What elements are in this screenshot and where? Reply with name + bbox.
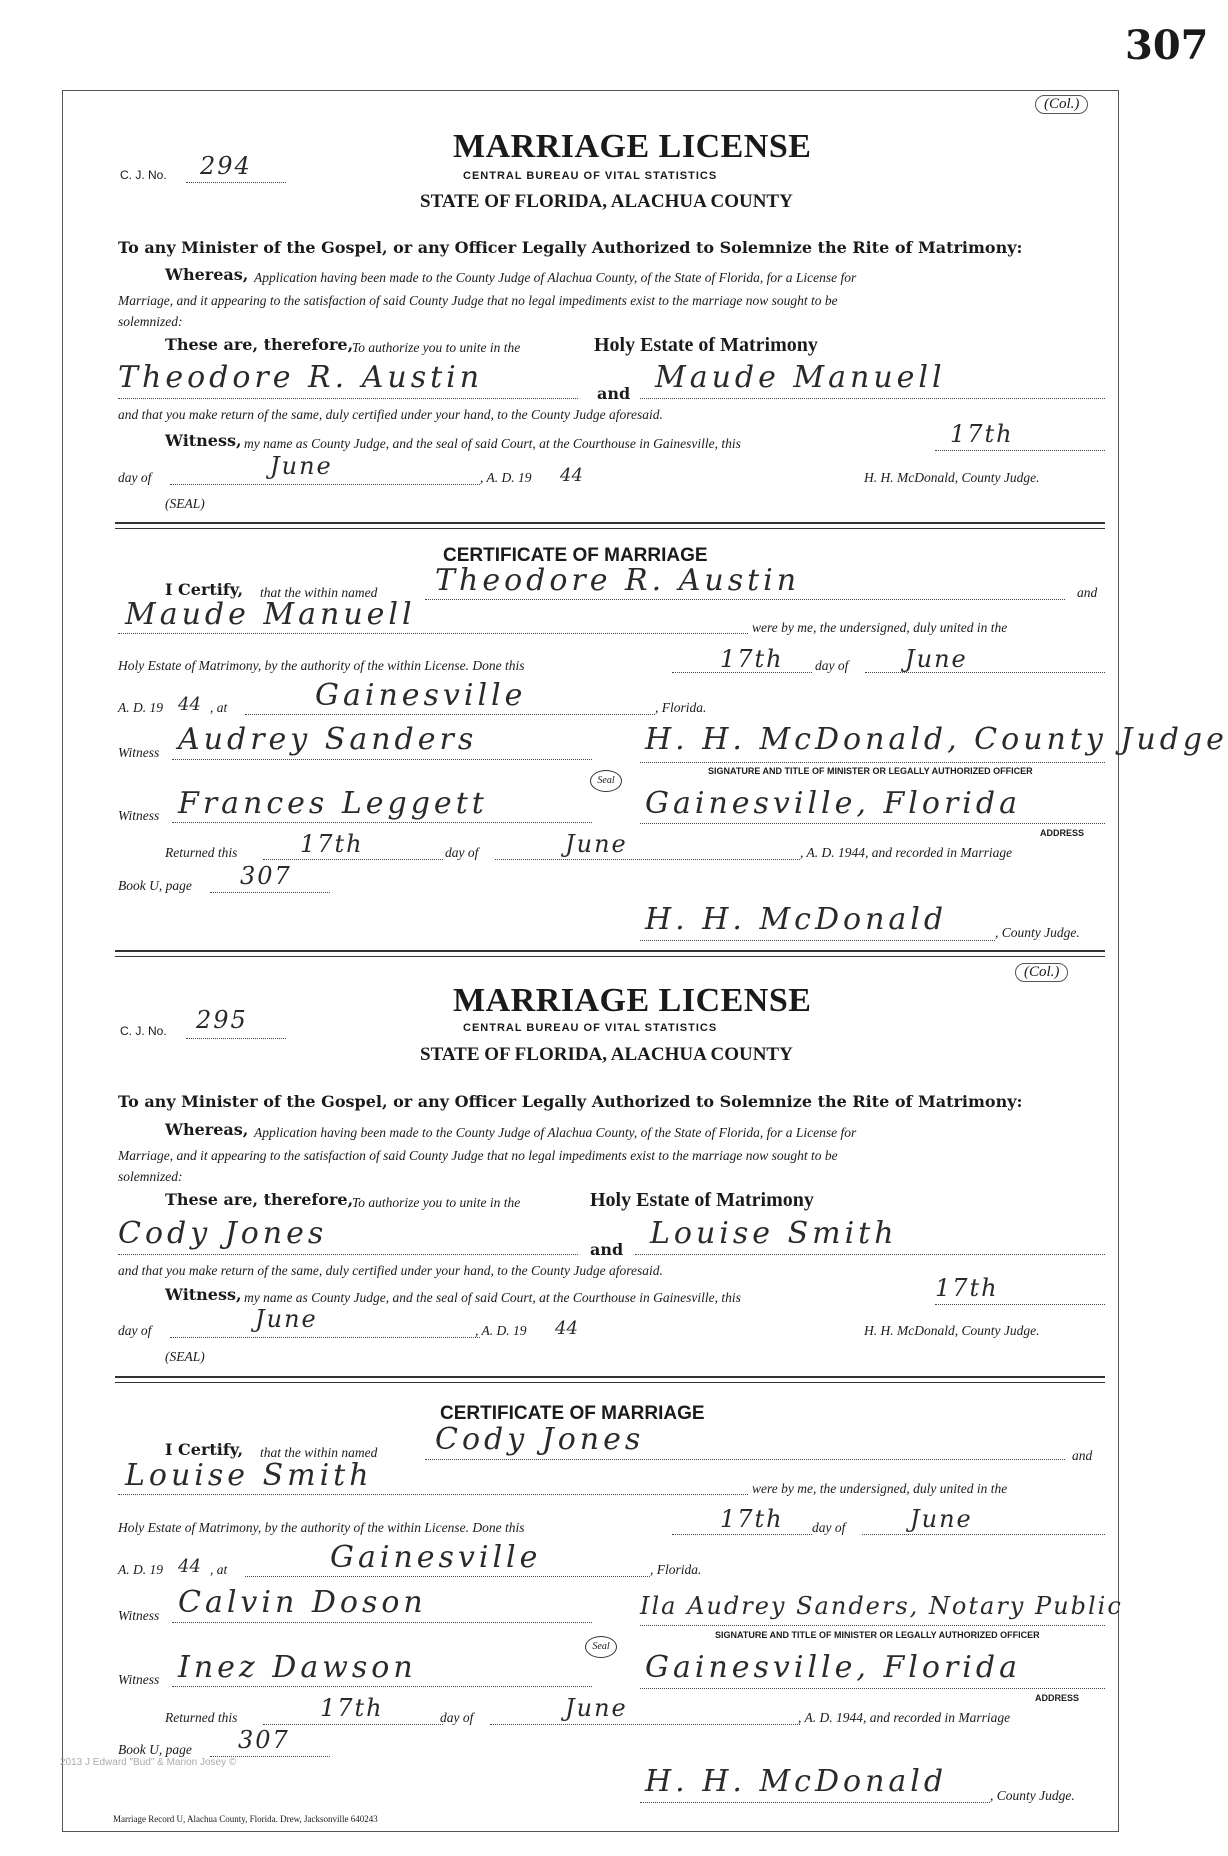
month-line [170, 484, 480, 485]
witness1: Calvin Doson [178, 1585, 427, 1620]
these-text: To authorize you to unite in the [352, 1195, 521, 1210]
judge-signature: H. H. McDonald [645, 1764, 948, 1799]
returned-label: Returned this [165, 1710, 238, 1725]
holy-estate: Holy Estate of Matrimony [590, 1189, 814, 1211]
whereas-label: Whereas, [165, 1120, 249, 1139]
witness-label: Witness [118, 1672, 160, 1687]
and-label: and [1077, 585, 1098, 600]
address-line: To any Minister of the Gospel, or any Officer Legally Authorized to Solemnize the Rite of Matrimony: [118, 1092, 1023, 1111]
returned-month: June [565, 1694, 628, 1722]
day-of-label: day of [812, 1520, 846, 1535]
whereas-text-1: Application having been made to the County Judge of Alachua County, of the State of Florida, for a License for [254, 270, 857, 285]
at-label: , at [210, 1562, 228, 1577]
whereas-text-3: solemnized: [118, 1169, 183, 1184]
groom-line [118, 1254, 578, 1255]
returned-day-of: day of [440, 1710, 474, 1725]
seal-label: (SEAL) [165, 1349, 205, 1364]
united-text: were by me, the undersigned, duly united in the [752, 620, 1008, 635]
judge-label: H. H. McDonald, County Judge. [864, 1323, 1040, 1338]
cert-groom: Cody Jones [435, 1422, 645, 1457]
returned-day-of: day of [445, 845, 479, 860]
recorded-text: , A. D. 1944, and recorded in Marriage [798, 1710, 1011, 1725]
book-page-line [210, 892, 330, 893]
book-label: Book U, page [118, 878, 192, 893]
cert-groom: Theodore R. Austin [435, 563, 801, 598]
holy-text: Holy Estate of Matrimony, by the authority of the within License. Done this [118, 658, 525, 673]
certificate-title: CERTIFICATE OF MARRIAGE [443, 545, 708, 566]
whereas-text-2: Marriage, and it appearing to the satisfaction of said County Judge that no legal impediments exist to the marriage now sought to be [118, 1148, 838, 1163]
witness2-line [172, 1686, 592, 1687]
witness1-line [172, 1622, 592, 1623]
groom-line [118, 398, 578, 399]
these-label: These are, therefore, [165, 1190, 354, 1209]
bride-line [118, 1494, 748, 1495]
returned-day-line [263, 859, 443, 860]
cj-number-line [186, 1038, 286, 1039]
returned-day-line [263, 1724, 443, 1725]
month-line [170, 1337, 480, 1338]
ad-label: A. D. 19 [118, 1562, 163, 1577]
place-line [245, 1576, 650, 1577]
day-line [935, 450, 1105, 451]
cert-year: 44 [178, 694, 201, 715]
address: Gainesville, Florida [645, 786, 1021, 821]
bride-line [118, 633, 748, 634]
license-year: 44 [560, 465, 583, 486]
address-line [640, 1688, 1105, 1689]
license-day: 17th [935, 1274, 999, 1302]
certify-text: that the within named [260, 1445, 378, 1460]
bride-line [640, 398, 1105, 399]
officer-line [640, 1625, 1105, 1626]
whereas-text-1: Application having been made to the County Judge of Alachua County, of the State of Florida, for a License for [254, 1125, 857, 1140]
county-judge-label: , County Judge. [990, 1788, 1075, 1803]
license-year: 44 [555, 1318, 578, 1339]
and-label: and [590, 1240, 624, 1259]
month-line [862, 1534, 1105, 1535]
return-text: and that you make return of the same, duly certified under your hand, to the County Judge aforesaid. [118, 1263, 663, 1278]
cert-year: 44 [178, 1556, 201, 1577]
witness-label: Witness, [165, 431, 242, 450]
book-label: Book U, page [118, 1742, 192, 1757]
license-month: June [270, 452, 333, 480]
cert-bride: Maude Manuell [125, 597, 416, 632]
page-number: 307 [1125, 22, 1209, 69]
and-label: and [1072, 1448, 1093, 1463]
recorded-text: , A. D. 1944, and recorded in Marriage [800, 845, 1013, 860]
florida-label: , Florida. [650, 1562, 702, 1577]
address: Gainesville, Florida [645, 1650, 1021, 1685]
witness-label: Witness, [165, 1285, 242, 1304]
bureau-label: CENTRAL BUREAU OF VITAL STATISTICS [463, 1022, 718, 1034]
race-note: (Col.) [1035, 95, 1088, 114]
divider [115, 956, 1105, 957]
signature-caption: SIGNATURE AND TITLE OF MINISTER OR LEGALLY AUTHORIZED OFFICER [715, 1630, 1040, 1640]
whereas-text-3: solemnized: [118, 314, 183, 329]
divider [115, 1382, 1105, 1383]
certify-text: that the within named [260, 585, 378, 600]
cert-day: 17th [720, 1505, 784, 1533]
bureau-label: CENTRAL BUREAU OF VITAL STATISTICS [463, 170, 718, 182]
witness2: Inez Dawson [178, 1650, 417, 1685]
officer-line [640, 762, 1105, 763]
signature-caption: SIGNATURE AND TITLE OF MINISTER OR LEGALLY AUTHORIZED OFFICER [708, 766, 1033, 776]
these-text: To authorize you to unite in the [352, 340, 521, 355]
ad-label: , A. D. 19 [475, 1323, 527, 1338]
judge-signature: H. H. McDonald [645, 902, 948, 937]
day-line [935, 1304, 1105, 1305]
certificate-title: CERTIFICATE OF MARRIAGE [440, 1403, 705, 1424]
day-line [672, 1534, 812, 1535]
florida-label: , Florida. [655, 700, 707, 715]
witness-text: my name as County Judge, and the seal of said Court, at the Courthouse in Gainesville, this [244, 1290, 741, 1305]
book-page: 307 [240, 862, 292, 890]
cert-place: Gainesville [330, 1540, 542, 1575]
holy-text: Holy Estate of Matrimony, by the authority of the within License. Done this [118, 1520, 525, 1535]
day-of-label: day of [118, 1323, 152, 1338]
whereas-text-2: Marriage, and it appearing to the satisfaction of said County Judge that no legal impediments exist to the marriage now sought to be [118, 293, 838, 308]
watermark: 2013 J Edward "Bud" & Marion Josey © [60, 1757, 237, 1768]
cj-label: C. J. No. [120, 168, 167, 182]
returned-day: 17th [300, 830, 364, 858]
witness2-line [172, 822, 592, 823]
place-line [245, 714, 655, 715]
cj-number: 294 [200, 152, 252, 180]
footer-imprint: Marriage Record U, Alachua County, Florida. Drew, Jacksonville 640243 [113, 1814, 378, 1824]
returned-month: June [565, 830, 628, 858]
judge-label: H. H. McDonald, County Judge. [864, 470, 1040, 485]
witness-label: Witness [118, 1608, 160, 1623]
book-page: 307 [238, 1726, 290, 1754]
day-of-label: day of [815, 658, 849, 673]
returned-label: Returned this [165, 845, 238, 860]
cert-day: 17th [720, 645, 784, 673]
cert-bride: Louise Smith [125, 1458, 373, 1493]
groom-line [425, 1459, 1065, 1460]
license-day: 17th [950, 420, 1014, 448]
seal-mark: Seal [585, 1636, 617, 1658]
address-caption: ADDRESS [1040, 828, 1085, 838]
witness1: Audrey Sanders [178, 722, 478, 757]
ad-label: A. D. 19 [118, 700, 163, 715]
state-label: STATE OF FLORIDA, ALACHUA COUNTY [420, 191, 793, 212]
witness-text: my name as County Judge, and the seal of said Court, at the Courthouse in Gainesville, this [244, 436, 741, 451]
cert-month: June [905, 645, 968, 673]
bride-name: Louise Smith [650, 1216, 898, 1251]
address-caption: ADDRESS [1035, 1693, 1080, 1703]
united-text: were by me, the undersigned, duly united in the [752, 1481, 1008, 1496]
these-label: These are, therefore, [165, 335, 354, 354]
seal-mark: Seal [590, 770, 622, 792]
groom-name: Cody Jones [118, 1216, 328, 1251]
judge-line [640, 1802, 990, 1803]
witness-label: Witness [118, 745, 160, 760]
holy-estate: Holy Estate of Matrimony [594, 334, 818, 356]
cj-number-line [186, 182, 286, 183]
bride-name: Maude Manuell [655, 360, 946, 395]
ad-label: , A. D. 19 [480, 470, 532, 485]
cert-month: June [910, 1505, 973, 1533]
license-month: June [255, 1305, 318, 1333]
divider [115, 950, 1105, 952]
witness-label: Witness [118, 808, 160, 823]
and-label: and [597, 384, 631, 403]
judge-line [640, 940, 995, 941]
race-note: (Col.) [1015, 963, 1068, 982]
witness2: Frances Leggett [178, 786, 488, 821]
returned-day: 17th [320, 1694, 384, 1722]
address-line [640, 823, 1105, 824]
cj-label: C. J. No. [120, 1024, 167, 1038]
seal-label: (SEAL) [165, 496, 205, 511]
cert-place: Gainesville [315, 678, 527, 713]
at-label: , at [210, 700, 228, 715]
certify-label: I Certify, [165, 580, 244, 599]
address-line: To any Minister of the Gospel, or any Officer Legally Authorized to Solemnize the Rite of Matrimony: [118, 238, 1023, 257]
returned-month-line [490, 1724, 800, 1725]
whereas-label: Whereas, [165, 265, 249, 284]
divider [115, 528, 1105, 529]
divider [115, 1376, 1105, 1378]
county-judge-label: , County Judge. [995, 925, 1080, 940]
day-of-label: day of [118, 470, 152, 485]
groom-name: Theodore R. Austin [118, 360, 484, 395]
license-title: MARRIAGE LICENSE [453, 128, 812, 165]
divider [115, 522, 1105, 524]
certify-label: I Certify, [165, 1440, 244, 1459]
officer-signature: Ila Audrey Sanders, Notary Public [640, 1592, 1123, 1620]
groom-line [425, 599, 1065, 600]
state-label: STATE OF FLORIDA, ALACHUA COUNTY [420, 1044, 793, 1065]
month-line [865, 672, 1105, 673]
returned-month-line [495, 859, 800, 860]
return-text: and that you make return of the same, duly certified under your hand, to the County Judge aforesaid. [118, 407, 663, 422]
officer-signature: H. H. McDonald, County Judge [645, 722, 1228, 757]
license-title: MARRIAGE LICENSE [453, 982, 812, 1019]
witness1-line [172, 759, 592, 760]
bride-line [635, 1254, 1105, 1255]
cj-number: 295 [196, 1006, 248, 1034]
